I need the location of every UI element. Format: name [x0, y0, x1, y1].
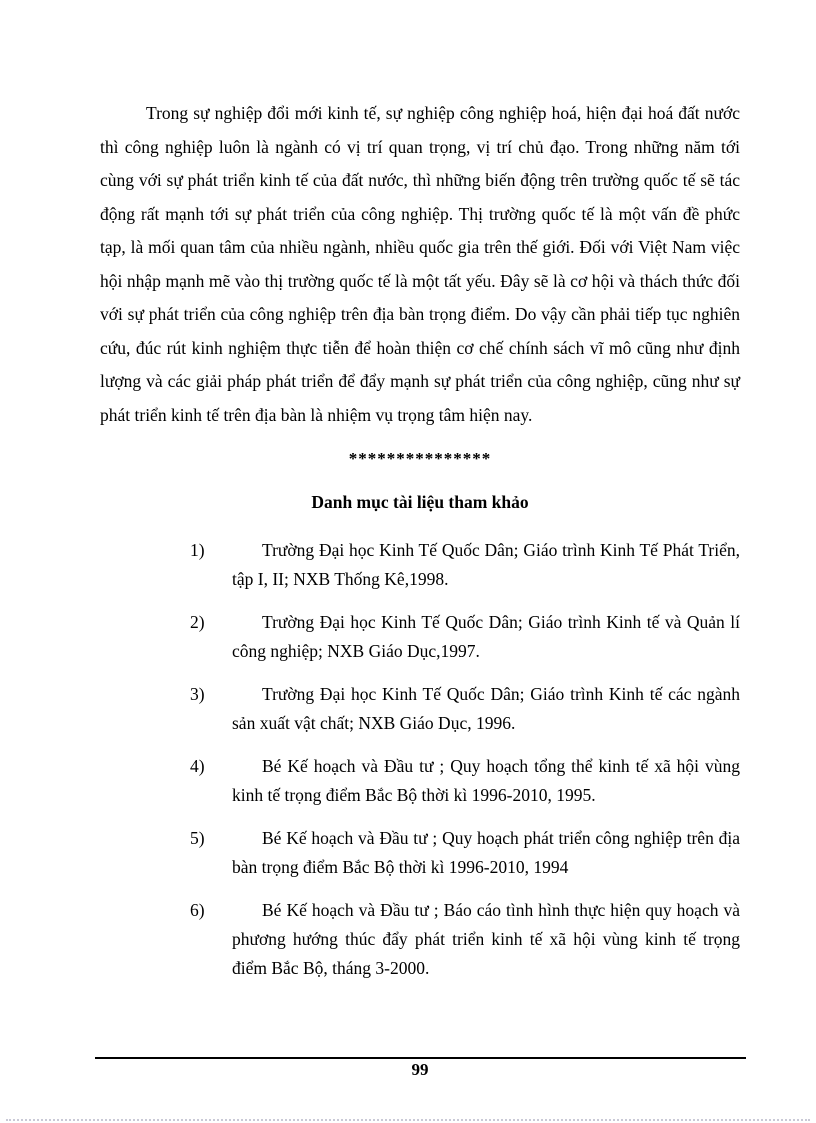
reference-item [190, 896, 740, 983]
reference-number: 4) [190, 756, 205, 776]
reference-text: Bé Kế hoạch và Đầu tư ; Quy hoạch phát triển công nghiệp trên địa bàn trọng điểm Bắc Bộ thời kì 1996-2010, 1994 [232, 828, 740, 877]
reference-number: 2) [190, 612, 205, 632]
reference-text: Trường Đại học Kinh Tế Quốc Dân; Giáo trình Kinh tế và Quản lí công nghiệp; NXB Giáo Dục,1997. [232, 612, 740, 661]
reference-text: Trường Đại học Kinh Tế Quốc Dân; Giáo trình Kinh Tế Phát Triển, tập I, II; NXB Thống Kê,1998. [232, 540, 740, 589]
reference-number: 5) [190, 828, 205, 848]
asterisk-separator: *************** [348, 449, 492, 468]
body-paragraph: Trong sự nghiệp đổi mới kinh tế, sự nghiệp công nghiệp hoá, hiện đại hoá đất nước thì công nghiệp luôn là ngành có vị trí quan trọng, vị trí chủ đạo. Trong những năm tới cùng với sự phát triển kinh tế của đất nước, thì những biến động trên trường quốc tế sẽ tác động rất mạnh tới sự phát triển của công nghiệp. Thị trường quốc tế là một vấn đề phức tạp, là mối quan tâm của nhiều ngành, nhiều quốc gia trên thế giới. Đối với Việt Nam việc hội nhập mạnh mẽ vào thị trường quốc tế là một tất yếu. Đây sẽ là cơ hội và thách thức đối với sự phát triển của công nghiệp trên địa bàn trọng điểm. Do vậy cần phải tiếp tục nghiên cứu, đúc rút kinh nghiệm thực tiễn để hoàn thiện cơ chế chính sách vĩ mô cũng như định lượng và các giải pháp phát triển để đẩy mạnh sự phát triển của công nghiệp, cũng như sự phát triển kinh tế trên địa bàn là nhiệm vụ trọng tâm hiện nay. [100, 103, 740, 425]
reference-item [190, 752, 740, 810]
references-list [100, 536, 740, 983]
reference-number: 3) [190, 684, 205, 704]
reference-item [190, 680, 740, 738]
reference-number: 6) [190, 900, 205, 920]
page-number: 99 [411, 1060, 429, 1079]
page-edge-dotted-line [6, 1119, 810, 1121]
reference-text: Bé Kế hoạch và Đầu tư ; Báo cáo tình hình thực hiện quy hoạch và phương hướng thúc đẩy phát triển kinh tế xã hội vùng kinh tế trọng điểm Bắc Bộ, tháng 3-2000. [232, 900, 740, 978]
reference-text: Bé Kế hoạch và Đầu tư ; Quy hoạch tổng thể kinh tế xã hội vùng kinh tế trọng điểm Bắc Bộ thời kì 1996-2010, 1995. [232, 756, 740, 805]
footer-rule [95, 1057, 746, 1059]
references-title: Danh mục tài liệu tham khảo [311, 492, 529, 512]
reference-text: Trường Đại học Kinh Tế Quốc Dân; Giáo trình Kinh tế các ngành sản xuất vật chất; NXB Giáo Dục, 1996. [232, 684, 740, 733]
reference-item [190, 608, 740, 666]
reference-item [190, 536, 740, 594]
reference-number: 1) [190, 540, 205, 560]
reference-item [190, 824, 740, 882]
